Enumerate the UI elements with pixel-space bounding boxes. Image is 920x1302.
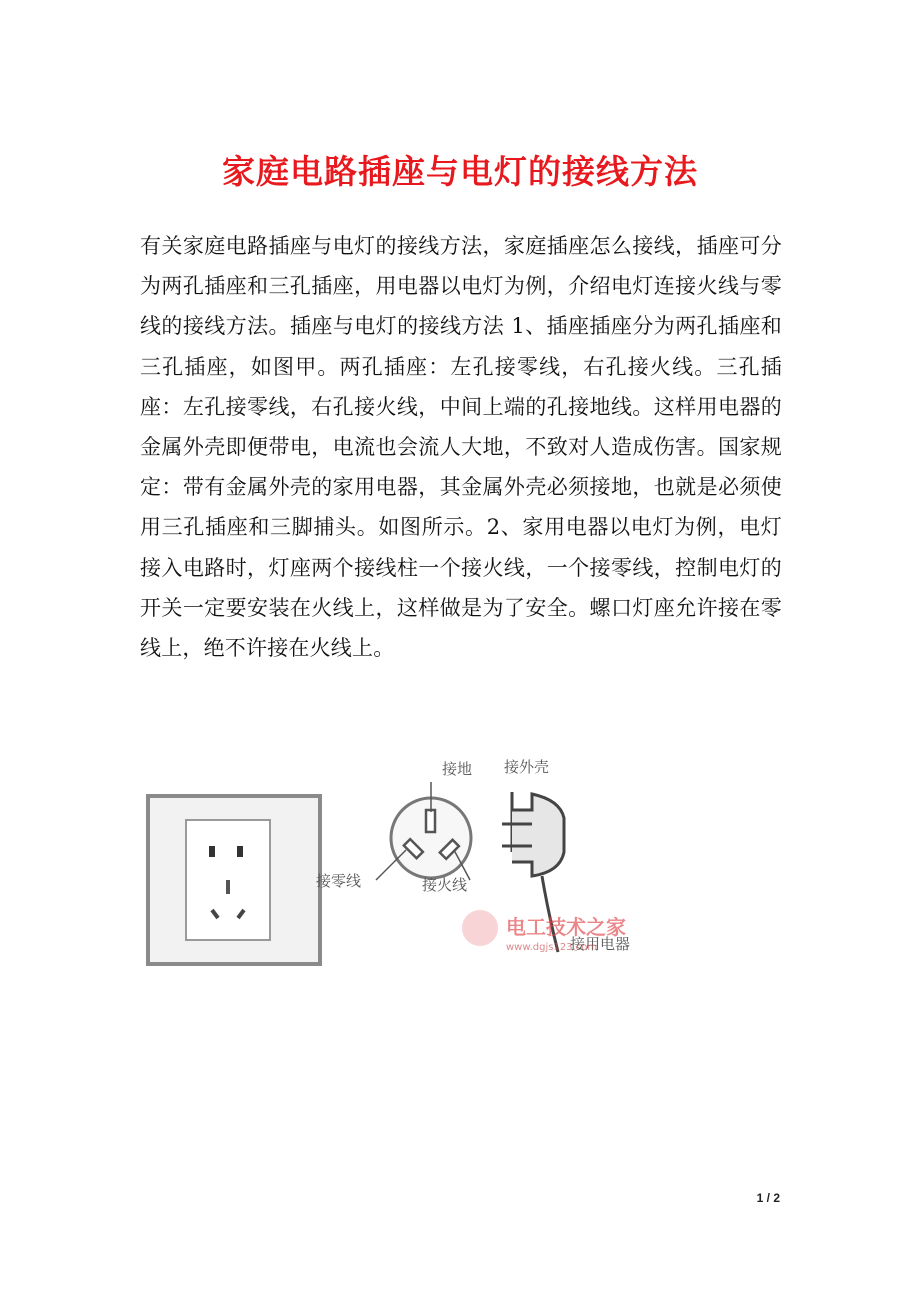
watermark-url: www.dgjs123.com <box>506 942 598 953</box>
label-appliance: 接用电器 <box>570 935 631 953</box>
socket-panel <box>148 796 320 964</box>
wiring-figure <box>140 752 660 974</box>
plug-face <box>376 782 471 880</box>
label-neutral: 接零线 <box>316 872 362 890</box>
watermark-brand: 电工技术之家 <box>506 915 626 939</box>
body-paragraph: 有关家庭电路插座与电灯的接线方法，家庭插座怎么接线，插座可分为两孔插座和三孔插座，用电器以电灯为例，介绍电灯连接火线与零线的接线方法。插座与电灯的接线方法 1、插座插座分为两孔插座和三孔插座，如图甲。两孔插座：左孔接零线，右孔接火线。三孔插座：左孔接零线，右孔接火线，中间上端的孔接地线。这样用电器的金属外壳即便带电，电流也会流人大地，不致对人造成伤害。国家规定：带有金属外壳的家用电器，其金属外壳必须接地，也就是必须使用三孔插座和三脚捕头。如图所示。2、家用电器以电灯为例，电灯接入电路时，灯座两个接线柱一个接火线，一个接零线，控制电灯的开关一定要安装在火线上，这样做是为了安全。螺口灯座允许接在零线上，绝不许接在火线上。 <box>140 234 782 661</box>
document-title: 家庭电路插座与电灯的接线方法 <box>222 152 698 191</box>
wiring-illustration <box>140 752 660 974</box>
label-shell: 接外壳 <box>504 758 550 776</box>
label-live: 接火线 <box>422 876 468 894</box>
label-ground: 接地 <box>442 760 473 778</box>
page-number: 1 / 2 <box>756 1191 780 1205</box>
